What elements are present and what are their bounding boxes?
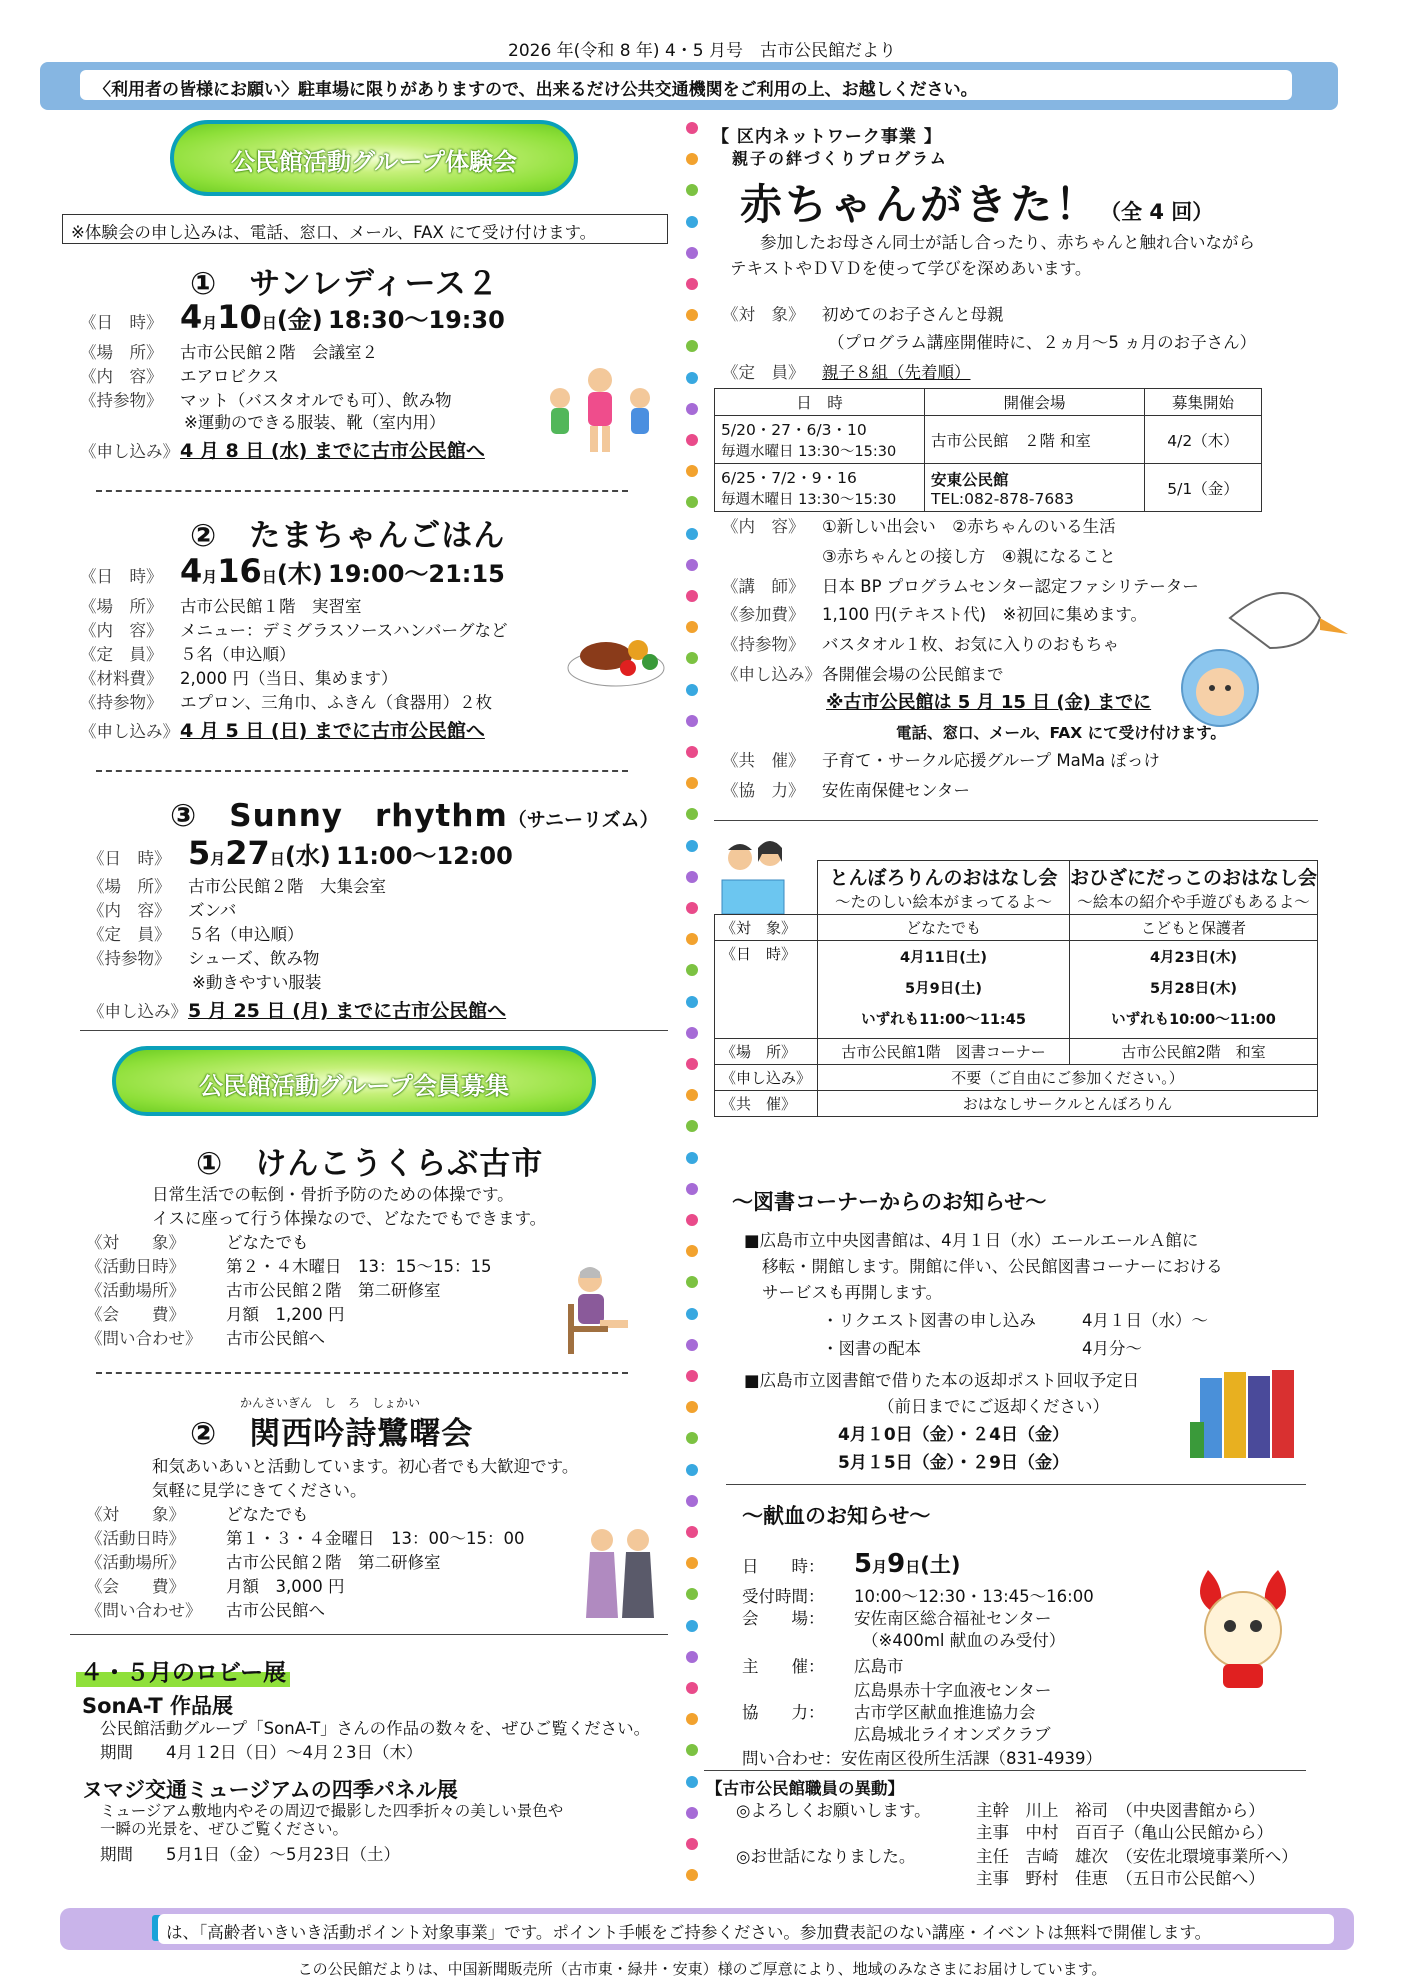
story-time-table: とんぼろりんのおはなし会 〜たのしい絵本がまってるよ〜 おひざにだっこのおはなし会 〜絵本の紹介や手遊びもあるよ〜 《対 象》 どなたでも こどもと保護者 《日 時》 4月11日(土) 5月9日(土) いずれも11:00〜11:45 4月23日(木) 5月28日(木) いずれも10:00〜11:00 《場 所》 古市公民館1階 図書コーナー 古市公民館2階 和室 《申し込み》 不要（ご自由にご参加ください。） 《共 催》 おはなしサークルとんぼろりん bbox=[714, 860, 1318, 1117]
divider bbox=[80, 1030, 668, 1031]
blood-venue2: （※400ml 献血のみ受付） bbox=[862, 1631, 1066, 1650]
divider-dot bbox=[686, 1058, 698, 1070]
divider-dot bbox=[686, 153, 698, 165]
points-footer-bar bbox=[60, 1908, 1354, 1950]
trial-g3-content: 《内 容》 ズンバ bbox=[88, 901, 237, 920]
divider-dot bbox=[686, 216, 698, 228]
trial-g1-place: 《場 所》 古市公民館２階 会議室２ bbox=[80, 343, 378, 362]
staff-s3: 主任 吉崎 雄次 （安佐北環境事業所へ） bbox=[976, 1847, 1298, 1866]
notice-text: 〈利用者の皆様にお願い〉駐車場に限りがありますので、出来るだけ公共交通機関をご利用の上、お越しください。 bbox=[80, 70, 1292, 100]
staff-s2: 主事 中村 百百子（亀山公民館から） bbox=[976, 1823, 1273, 1842]
divider-dot bbox=[686, 840, 698, 852]
divider-dot bbox=[686, 1183, 698, 1195]
blood-title: 〜献血のお知らせ〜 bbox=[742, 1504, 931, 1528]
recruit-g2-place: 《活動場所》 古市公民館２階 第二研修室 bbox=[86, 1553, 441, 1572]
staff-hello: ◎よろしくお願いします。 bbox=[736, 1801, 931, 1820]
divider-dot bbox=[686, 340, 698, 352]
baby-cap: 《定 員》 親子８組（先着順） bbox=[722, 363, 971, 382]
recruit-g2-ruby: かんさいぎん し ろ しょかい bbox=[240, 1396, 421, 1410]
baby-fee: 《参加費》 1,100 円(テキスト代) ※初回に集めます。 bbox=[722, 605, 1148, 624]
library-l2: 移転・開館します。開館に伴い、公民館図書コーナーにおける bbox=[762, 1257, 1223, 1276]
divider-dot bbox=[686, 1308, 698, 1320]
blood-contact: 問い合わせ：安佐南区役所生活課（831-4939） bbox=[742, 1749, 1102, 1768]
library-l5: ・図書の配本 4月分〜 bbox=[822, 1339, 1142, 1358]
divider bbox=[70, 1634, 668, 1635]
baby-apply: 《申し込み》各開催会場の公民館まで bbox=[722, 665, 1004, 684]
divider-dot bbox=[686, 996, 698, 1008]
recruit-g2-title: ② 関西吟詩鷺曙会 bbox=[190, 1416, 474, 1452]
divider-dot bbox=[686, 403, 698, 415]
recruit-g1-desc1: 日常生活での転倒・骨折予防のための体操です。 bbox=[152, 1185, 514, 1204]
baby-title-row: 赤ちゃんがきた！（全 4 回） bbox=[740, 180, 1214, 229]
recruit-g2-time: 《活動日時》 第１・３・４金曜日 13：00〜15：00 bbox=[86, 1529, 525, 1548]
trial-g2-cap: 《定 員》 ５名（申込順） bbox=[80, 645, 296, 664]
library-l4: ・リクエスト図書の申し込み 4月１日（水）〜 bbox=[822, 1311, 1208, 1330]
divider-dot bbox=[686, 1027, 698, 1039]
divider-dot bbox=[686, 1588, 698, 1600]
library-l3: サービスも再開します。 bbox=[762, 1283, 943, 1302]
lobby-e2-title: ヌマジ交通ミュージアムの四季パネル展 bbox=[82, 1778, 458, 1802]
trial-g2-place: 《場 所》 古市公民館１階 実習室 bbox=[80, 597, 362, 616]
library-l7: （前日までにご返却ください） bbox=[878, 1397, 1109, 1416]
divider-dot bbox=[686, 372, 698, 384]
recruit-g1-time: 《活動日時》 第２・４木曜日 13：15〜15：15 bbox=[86, 1257, 492, 1276]
trial-g1-date: 《日 時》 4月10日(金) 18:30〜19:30 bbox=[80, 298, 505, 336]
trial-g3-date: 《日 時》 5月27日(水) 11:00〜12:00 bbox=[88, 834, 513, 872]
trial-title: 公民館活動グループ体験会 bbox=[230, 148, 518, 176]
elderly-exercise-illustration bbox=[560, 1264, 630, 1356]
trial-g2-title: ② たまちゃんごはん bbox=[190, 518, 506, 554]
baby-title: 赤ちゃんがきた！ bbox=[740, 180, 1101, 229]
divider-dot bbox=[686, 1682, 698, 1694]
divider-dot bbox=[686, 1432, 698, 1444]
divider bbox=[96, 1372, 628, 1374]
divider-dot bbox=[686, 1464, 698, 1476]
trial-g3-title: ③ Sunny rhythm bbox=[170, 798, 508, 834]
blood-host2: 広島県赤十字血液センター bbox=[854, 1681, 1052, 1700]
points-text: は、「高齢者いきいき活動ポイント対象事業」です。ポイント手帳をご持参ください。参加費表記のない講座・イベントは無料で開催します。 bbox=[158, 1914, 1334, 1944]
divider-dot bbox=[686, 1495, 698, 1507]
notice-bar bbox=[40, 62, 1338, 110]
divider-dot bbox=[686, 1620, 698, 1632]
divider-dot bbox=[686, 1120, 698, 1132]
baby-lect: 《講 師》 日本 BP プログラムセンター認定ファシリテーター bbox=[722, 577, 1199, 596]
divider-dot bbox=[686, 1526, 698, 1538]
baby-target2: （プログラム講座開催時に、２ヵ月〜5 ヵ月のお子さん） bbox=[828, 333, 1257, 352]
blood-mascot-illustration bbox=[1178, 1560, 1308, 1690]
lobby-e1-title: SonA-T 作品展 bbox=[82, 1694, 234, 1718]
divider-dot bbox=[686, 964, 698, 976]
lobby-e1-desc: 公民館活動グループ「SonA-T」さんの作品の数々を、ぜひご覧ください。 bbox=[100, 1719, 651, 1738]
divider-dot bbox=[686, 1776, 698, 1788]
divider-dot bbox=[686, 777, 698, 789]
trial-g1-title: ① サンレディース２ bbox=[190, 266, 499, 302]
divider-dot bbox=[686, 1089, 698, 1101]
trial-g2-bring: 《持参物》 エプロン、三角巾、ふきん（食器用）２枚 bbox=[80, 693, 493, 712]
baby-content2: ③赤ちゃんとの接し方 ④親になること bbox=[822, 547, 1116, 566]
baby-desc1: 参加したお母さん同士が話し合ったり、赤ちゃんと触れ合いながら bbox=[760, 233, 1255, 252]
divider-dot bbox=[686, 184, 698, 196]
trial-g3-bring2: ※動きやすい服装 bbox=[192, 973, 322, 992]
library-l6: ■広島市立図書館で借りた本の返却ポスト回収予定日 bbox=[744, 1371, 1140, 1390]
divider-dot bbox=[686, 434, 698, 446]
trial-title-badge bbox=[170, 120, 578, 196]
trial-g1-bring2: ※運動のできる服装、靴（室内用） bbox=[184, 413, 446, 432]
stork-baby-illustration bbox=[1170, 578, 1350, 738]
blood-venue: 会 場： 安佐南区総合福祉センター bbox=[742, 1609, 1052, 1628]
lobby-e1-period: 期間 4月１2日（日）〜4月２3日（木） bbox=[100, 1743, 423, 1762]
recruit-g1-desc2: イスに座って行う体操なので、どなたでもできます。 bbox=[152, 1209, 547, 1228]
divider-dot bbox=[686, 808, 698, 820]
trial-g3-title-row: ③ Sunny rhythm（サニーリズム） bbox=[170, 798, 659, 834]
divider-dot bbox=[686, 1152, 698, 1164]
exercise-people-illustration bbox=[540, 360, 660, 460]
divider-dot bbox=[686, 684, 698, 696]
trial-g2-content: 《内 容》 メニュー：デミグラスソースハンバーグなど bbox=[80, 621, 508, 640]
blood-coop: 協 力： 古市学区献血推進協力会 bbox=[742, 1703, 1036, 1722]
recruit-g2-fee: 《会 費》 月額 3,000 円 bbox=[86, 1577, 345, 1596]
baby-apply3: 電話、窓口、メール、FAX にて受け付けます。 bbox=[896, 724, 1226, 742]
lobby-e2-desc1: ミュージアム敷地内やその周辺で撮影した四季折々の美しい景色や bbox=[100, 1802, 564, 1820]
blood-recv: 受付時間： 10:00〜12:30・13:45〜16:00 bbox=[742, 1587, 1094, 1606]
lobby-title: ４・５月のロビー展 bbox=[76, 1654, 290, 1687]
baby-schedule-table: 日 時 開催会場 募集開始 5/20・27・6/3・10 毎週水曜日 13:30〜15:30 古市公民館 ２階 和室 4/2（木） 6/25・7/2・9・16 毎週木曜日 13:30〜15:30 安東公民館 TEL:082-878-7683 5/1（金） bbox=[714, 388, 1262, 512]
trial-g2-fee: 《材料費》 2,000 円（当日、集めます） bbox=[80, 669, 398, 688]
trial-g1-bring: 《持参物》 マット（バスタオルでも可）、飲み物 bbox=[80, 391, 452, 410]
staff-title: 【古市公民館職員の異動】 bbox=[706, 1779, 904, 1798]
library-l8: 4月１0日（金）・２4日（金） bbox=[838, 1425, 1069, 1445]
trial-g1-content: 《内 容》 エアロビクス bbox=[80, 367, 279, 386]
thanks-text: この公民館だよりは、中国新聞販売所（古市東・緑井・安東）様のご厚意により、地域のみなさまにお届けしています。 bbox=[297, 1960, 1107, 1978]
books-illustration bbox=[1190, 1362, 1310, 1462]
divider-dot bbox=[686, 1339, 698, 1351]
blood-host: 主 催： 広島市 bbox=[742, 1657, 904, 1676]
divider-dot bbox=[686, 621, 698, 633]
divider-dot bbox=[686, 122, 698, 134]
trial-g2-apply: 《申し込み》4 月 5 日 (日) までに古市公民館へ bbox=[80, 720, 485, 742]
baby-content: 《内 容》 ①新しい出会い ②赤ちゃんのいる生活 bbox=[722, 517, 1116, 536]
divider-dot bbox=[686, 1557, 698, 1569]
divider-dot bbox=[686, 1370, 698, 1382]
staff-s1: 主幹 川上 裕司 （中央図書館から） bbox=[976, 1801, 1265, 1820]
divider-dot bbox=[686, 1713, 698, 1725]
baby-help: 《協 力》 安佐南保健センター bbox=[722, 781, 970, 800]
divider-dot bbox=[686, 559, 698, 571]
divider-dot bbox=[686, 247, 698, 259]
baby-bring: 《持参物》 バスタオル１枚、お気に入りのおもちゃ bbox=[722, 635, 1119, 654]
divider-dot bbox=[686, 933, 698, 945]
divider-dot bbox=[686, 496, 698, 508]
baby-co: 《共 催》 子育て・サークル応援グループ MaMa ぽっけ bbox=[722, 751, 1160, 770]
divider-dot bbox=[686, 1838, 698, 1850]
blood-coop2: 広島城北ライオンズクラブ bbox=[854, 1725, 1051, 1744]
recruit-g2-contact: 《問い合わせ》 古市公民館へ bbox=[86, 1601, 325, 1620]
hamburger-dish-illustration bbox=[566, 612, 670, 692]
baby-tag: 【 区内ネットワーク事業 】 bbox=[712, 127, 942, 147]
baby-desc2: テキストやＤＶＤを使って学びを深めあいます。 bbox=[730, 259, 1092, 278]
divider-dot bbox=[686, 902, 698, 914]
divider-dot bbox=[686, 652, 698, 664]
recruit-g2-desc2: 気軽に見学にきてください。 bbox=[152, 1481, 367, 1500]
kimono-couple-illustration bbox=[580, 1522, 660, 1622]
trial-note: ※体験会の申し込みは、電話、窓口、メール、FAX にて受け付けます。 bbox=[62, 214, 668, 244]
baby-sub: 親子の絆づくりプログラム bbox=[732, 149, 948, 168]
trial-g2-date: 《日 時》 4月16日(木) 19:00〜21:15 bbox=[80, 552, 505, 590]
trial-g1-apply: 《申し込み》4 月 8 日 (水) までに古市公民館へ bbox=[80, 440, 485, 462]
recruit-title: 公民館活動グループ会員募集 bbox=[198, 1072, 510, 1100]
staff-bye: ◎お世話になりました。 bbox=[736, 1847, 916, 1866]
library-l1: ■広島市立中央図書館は、4月１日（水）エールエールＡ館に bbox=[744, 1231, 1199, 1250]
divider-dot bbox=[686, 278, 698, 290]
divider bbox=[726, 1484, 1306, 1485]
recruit-title-badge bbox=[112, 1046, 596, 1116]
baby-target: 《対 象》 初めてのお子さんと母親 bbox=[722, 305, 1004, 324]
divider-dot bbox=[686, 590, 698, 602]
divider-dot bbox=[686, 1214, 698, 1226]
trial-g3-cap: 《定 員》 ５名（申込順） bbox=[88, 925, 304, 944]
divider bbox=[96, 770, 628, 772]
divider-dot bbox=[686, 746, 698, 758]
recruit-g1-title: ① けんこうくらぶ古市 bbox=[196, 1146, 544, 1182]
baby-apply2: ※古市公民館は 5 月 15 日 (金) までに bbox=[826, 692, 1152, 713]
divider-dot bbox=[686, 1807, 698, 1819]
issue-header: 2026 年(令和 8 年) 4・5 月号 古市公民館だより bbox=[508, 41, 896, 61]
trial-g3-place: 《場 所》 古市公民館２階 大集会室 bbox=[88, 877, 386, 896]
library-title: 〜図書コーナーからのお知らせ〜 bbox=[732, 1190, 1047, 1214]
divider-dot bbox=[686, 309, 698, 321]
divider-dot bbox=[686, 1869, 698, 1881]
divider-dot bbox=[686, 1245, 698, 1257]
recruit-g1-target: 《対 象》 どなたでも bbox=[86, 1233, 309, 1252]
blood-date: 日 時： 5月9日(土) bbox=[742, 1549, 961, 1579]
recruit-g1-fee: 《会 費》 月額 1,200 円 bbox=[86, 1305, 345, 1324]
staff-s4: 主事 野村 佳恵 （五日市公民館へ） bbox=[976, 1869, 1265, 1888]
divider bbox=[714, 820, 1318, 821]
lobby-e2-desc2: 一瞬の光景を、ぜひご覧ください。 bbox=[100, 1820, 349, 1838]
divider-dot bbox=[686, 715, 698, 727]
divider bbox=[96, 490, 628, 492]
divider-dot bbox=[686, 871, 698, 883]
divider-dot bbox=[686, 1276, 698, 1288]
recruit-g1-place: 《活動場所》 古市公民館２階 第二研修室 bbox=[86, 1281, 441, 1300]
trial-g3-apply: 《申し込み》5 月 25 日 (月) までに古市公民館へ bbox=[88, 1000, 507, 1022]
divider bbox=[704, 1770, 1306, 1771]
divider-dot bbox=[686, 465, 698, 477]
divider-dot bbox=[686, 1744, 698, 1756]
recruit-g1-contact: 《問い合わせ》 古市公民館へ bbox=[86, 1329, 325, 1348]
divider-dot bbox=[686, 1401, 698, 1413]
lobby-e2-period: 期間 5月1日（金）〜5月23日（土） bbox=[100, 1845, 400, 1864]
recruit-g2-desc1: 和気あいあいと活動しています。初心者でも大歓迎です。 bbox=[152, 1457, 579, 1476]
divider-dot bbox=[686, 528, 698, 540]
recruit-g2-target: 《対 象》 どなたでも bbox=[86, 1505, 309, 1524]
library-l9: 5月１5日（金）・２9日（金） bbox=[838, 1453, 1069, 1473]
trial-g3-bring: 《持参物》 シューズ、飲み物 bbox=[88, 949, 320, 968]
divider-dot bbox=[686, 1651, 698, 1663]
